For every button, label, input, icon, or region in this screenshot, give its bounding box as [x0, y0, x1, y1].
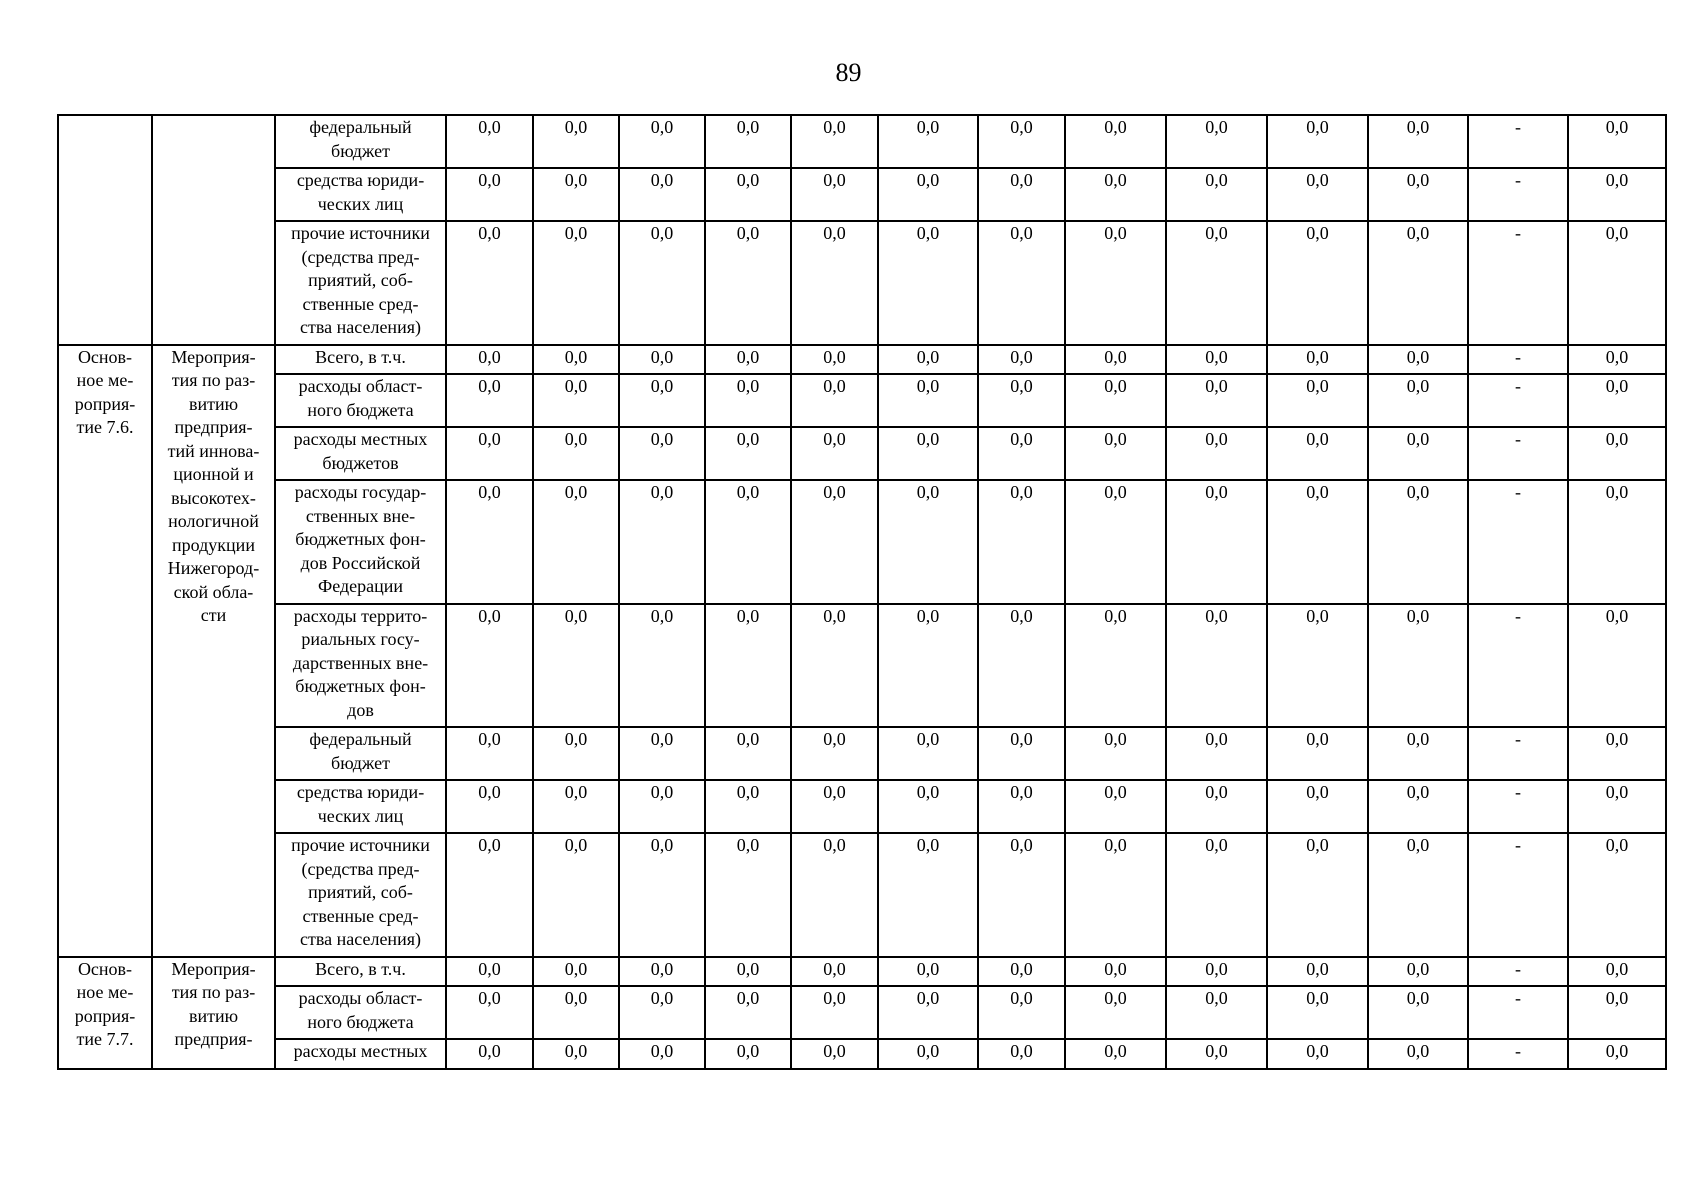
table-row [58, 221, 1666, 345]
value-cell: 0,0 [1368, 604, 1468, 728]
value-cell: 0,0 [1065, 168, 1166, 221]
measure-code-cell: Основ- ное ме- роприя- тие 7.6. [58, 345, 152, 957]
value-cell: 0,0 [619, 780, 705, 833]
value-cell: 0,0 [1267, 374, 1368, 427]
value-cell: 0,0 [1065, 986, 1166, 1039]
value-cell: 0,0 [1368, 221, 1468, 345]
value-cell: 0,0 [446, 480, 533, 604]
funding-source-cell: Всего, в т.ч. [275, 345, 446, 375]
table-row [58, 345, 1666, 375]
value-cell: 0,0 [791, 427, 878, 480]
value-cell: 0,0 [1065, 727, 1166, 780]
value-cell: 0,0 [878, 345, 978, 375]
value-cell: 0,0 [1568, 986, 1666, 1039]
value-cell: 0,0 [1568, 115, 1666, 168]
value-cell: 0,0 [791, 345, 878, 375]
value-cell: 0,0 [1267, 780, 1368, 833]
value-cell: 0,0 [1568, 221, 1666, 345]
value-cell: 0,0 [533, 168, 619, 221]
value-cell: 0,0 [1368, 1039, 1468, 1069]
value-cell: 0,0 [978, 1039, 1065, 1069]
value-cell: 0,0 [978, 480, 1065, 604]
value-cell: 0,0 [1065, 221, 1166, 345]
value-cell: - [1468, 1039, 1568, 1069]
value-cell: 0,0 [619, 427, 705, 480]
value-cell: 0,0 [1166, 780, 1267, 833]
value-cell: - [1468, 604, 1568, 728]
value-cell: 0,0 [619, 1039, 705, 1069]
value-cell: 0,0 [1166, 345, 1267, 375]
table-row [58, 957, 1666, 987]
value-cell: 0,0 [705, 986, 791, 1039]
value-cell: 0,0 [533, 480, 619, 604]
value-cell: 0,0 [1568, 374, 1666, 427]
value-cell: 0,0 [705, 345, 791, 375]
value-cell: 0,0 [1368, 374, 1468, 427]
value-cell: 0,0 [446, 221, 533, 345]
value-cell: 0,0 [705, 780, 791, 833]
value-cell: 0,0 [1166, 221, 1267, 345]
value-cell: 0,0 [878, 168, 978, 221]
measure-code-cell [58, 115, 152, 345]
funding-source-cell: федеральный бюджет [275, 115, 446, 168]
value-cell: 0,0 [1368, 986, 1468, 1039]
value-cell: 0,0 [1568, 833, 1666, 957]
value-cell: 0,0 [446, 604, 533, 728]
value-cell: 0,0 [1368, 780, 1468, 833]
value-cell: 0,0 [1065, 1039, 1166, 1069]
value-cell: 0,0 [978, 221, 1065, 345]
value-cell: 0,0 [446, 833, 533, 957]
value-cell: - [1468, 427, 1568, 480]
value-cell: 0,0 [1065, 780, 1166, 833]
value-cell: 0,0 [978, 374, 1065, 427]
value-cell: 0,0 [1568, 727, 1666, 780]
value-cell: 0,0 [878, 833, 978, 957]
table-row [58, 833, 1666, 957]
value-cell: 0,0 [705, 115, 791, 168]
value-cell: 0,0 [446, 727, 533, 780]
value-cell: 0,0 [1166, 480, 1267, 604]
value-cell: 0,0 [791, 986, 878, 1039]
funding-source-cell: прочие источники (средства пред- приятий, соб- ственные сред- ства населения) [275, 833, 446, 957]
funding-source-cell: расходы област- ного бюджета [275, 986, 446, 1039]
value-cell: 0,0 [1568, 957, 1666, 987]
value-cell: 0,0 [1568, 780, 1666, 833]
value-cell: 0,0 [878, 427, 978, 480]
value-cell: 0,0 [1267, 345, 1368, 375]
value-cell: 0,0 [1368, 168, 1468, 221]
value-cell: 0,0 [1568, 345, 1666, 375]
value-cell: 0,0 [978, 833, 1065, 957]
value-cell: 0,0 [978, 345, 1065, 375]
value-cell: 0,0 [533, 345, 619, 375]
value-cell: 0,0 [619, 168, 705, 221]
value-cell: - [1468, 221, 1568, 345]
funding-source-cell: Всего, в т.ч. [275, 957, 446, 987]
value-cell: 0,0 [446, 345, 533, 375]
value-cell: 0,0 [791, 221, 878, 345]
table-row [58, 986, 1666, 1039]
value-cell: 0,0 [978, 427, 1065, 480]
value-cell: 0,0 [705, 957, 791, 987]
value-cell: 0,0 [878, 480, 978, 604]
value-cell: 0,0 [619, 957, 705, 987]
value-cell: 0,0 [533, 427, 619, 480]
budget-table-body [58, 115, 1666, 1069]
value-cell: 0,0 [978, 986, 1065, 1039]
value-cell: 0,0 [978, 604, 1065, 728]
value-cell: 0,0 [1065, 480, 1166, 604]
value-cell: 0,0 [619, 604, 705, 728]
value-cell: 0,0 [1166, 833, 1267, 957]
value-cell: 0,0 [705, 374, 791, 427]
value-cell: 0,0 [705, 427, 791, 480]
value-cell: 0,0 [619, 833, 705, 957]
value-cell: 0,0 [533, 727, 619, 780]
value-cell: 0,0 [1368, 727, 1468, 780]
value-cell: 0,0 [1368, 115, 1468, 168]
funding-source-cell: расходы местных бюджетов [275, 427, 446, 480]
value-cell: 0,0 [1166, 427, 1267, 480]
value-cell: 0,0 [533, 1039, 619, 1069]
value-cell: 0,0 [1166, 115, 1267, 168]
value-cell: - [1468, 480, 1568, 604]
funding-source-cell: расходы област- ного бюджета [275, 374, 446, 427]
value-cell: 0,0 [446, 986, 533, 1039]
table-row [58, 727, 1666, 780]
funding-source-cell: средства юриди- ческих лиц [275, 168, 446, 221]
value-cell: 0,0 [1166, 604, 1267, 728]
page-number: 89 [835, 58, 862, 87]
value-cell: 0,0 [1368, 957, 1468, 987]
value-cell: 0,0 [878, 374, 978, 427]
value-cell: 0,0 [1568, 427, 1666, 480]
funding-source-cell: расходы государ- ственных вне- бюджетных фон- дов Российской Федерации [275, 480, 446, 604]
table-row [58, 168, 1666, 221]
value-cell: 0,0 [1065, 427, 1166, 480]
value-cell: 0,0 [1267, 986, 1368, 1039]
value-cell: 0,0 [1568, 168, 1666, 221]
measure-name-cell [152, 115, 275, 345]
funding-source-cell: расходы местных [275, 1039, 446, 1069]
value-cell: 0,0 [619, 374, 705, 427]
value-cell: 0,0 [1267, 115, 1368, 168]
value-cell: - [1468, 168, 1568, 221]
value-cell: 0,0 [1368, 833, 1468, 957]
value-cell: 0,0 [1065, 604, 1166, 728]
value-cell: 0,0 [978, 727, 1065, 780]
value-cell: 0,0 [619, 115, 705, 168]
value-cell: 0,0 [446, 427, 533, 480]
value-cell: 0,0 [878, 957, 978, 987]
value-cell: 0,0 [978, 780, 1065, 833]
value-cell: 0,0 [978, 957, 1065, 987]
value-cell: 0,0 [1166, 957, 1267, 987]
value-cell: 0,0 [1267, 957, 1368, 987]
value-cell: 0,0 [791, 604, 878, 728]
value-cell: 0,0 [1267, 427, 1368, 480]
value-cell: 0,0 [705, 221, 791, 345]
value-cell: 0,0 [791, 1039, 878, 1069]
value-cell: 0,0 [619, 221, 705, 345]
value-cell: 0,0 [705, 604, 791, 728]
value-cell: 0,0 [533, 221, 619, 345]
value-cell: 0,0 [705, 833, 791, 957]
value-cell: 0,0 [446, 1039, 533, 1069]
value-cell: 0,0 [1166, 986, 1267, 1039]
measure-name-cell: Мероприя- тия по раз- витию предприя- тий иннова- ционной и высокотех- нологичной продукции Нижегород- ской обла- сти [152, 345, 275, 957]
value-cell: - [1468, 957, 1568, 987]
value-cell: 0,0 [705, 1039, 791, 1069]
value-cell: 0,0 [978, 115, 1065, 168]
table-row [58, 1039, 1666, 1069]
value-cell: 0,0 [1267, 480, 1368, 604]
value-cell: 0,0 [1166, 727, 1267, 780]
value-cell: 0,0 [1065, 957, 1166, 987]
budget-table [57, 114, 1667, 1070]
value-cell: - [1468, 727, 1568, 780]
value-cell: 0,0 [533, 780, 619, 833]
funding-source-cell: прочие источники (средства пред- приятий, соб- ственные сред- ства населения) [275, 221, 446, 345]
value-cell: 0,0 [533, 115, 619, 168]
value-cell: 0,0 [533, 604, 619, 728]
value-cell: 0,0 [446, 115, 533, 168]
value-cell: 0,0 [791, 957, 878, 987]
value-cell: 0,0 [533, 986, 619, 1039]
value-cell: 0,0 [1368, 345, 1468, 375]
value-cell: 0,0 [446, 957, 533, 987]
value-cell: 0,0 [1166, 1039, 1267, 1069]
value-cell: 0,0 [1368, 427, 1468, 480]
value-cell: 0,0 [1267, 1039, 1368, 1069]
value-cell: 0,0 [619, 727, 705, 780]
value-cell: 0,0 [1065, 833, 1166, 957]
value-cell: 0,0 [1267, 727, 1368, 780]
table-row [58, 480, 1666, 604]
funding-source-cell: федеральный бюджет [275, 727, 446, 780]
value-cell: 0,0 [791, 727, 878, 780]
funding-source-cell: средства юриди- ческих лиц [275, 780, 446, 833]
table-row [58, 427, 1666, 480]
table-row [58, 604, 1666, 728]
table-row [58, 374, 1666, 427]
value-cell: 0,0 [1568, 1039, 1666, 1069]
value-cell: 0,0 [446, 168, 533, 221]
value-cell: 0,0 [878, 604, 978, 728]
value-cell: 0,0 [791, 833, 878, 957]
value-cell: 0,0 [533, 957, 619, 987]
value-cell: 0,0 [878, 780, 978, 833]
value-cell: 0,0 [1568, 480, 1666, 604]
value-cell: 0,0 [533, 833, 619, 957]
value-cell: 0,0 [878, 727, 978, 780]
value-cell: 0,0 [878, 1039, 978, 1069]
value-cell: 0,0 [619, 345, 705, 375]
value-cell: 0,0 [533, 374, 619, 427]
measure-name-cell: Мероприя- тия по раз- витию предприя- [152, 957, 275, 1069]
value-cell: 0,0 [1166, 374, 1267, 427]
table-row [58, 115, 1666, 168]
value-cell: - [1468, 115, 1568, 168]
value-cell: 0,0 [791, 115, 878, 168]
table-row [58, 780, 1666, 833]
value-cell: 0,0 [978, 168, 1065, 221]
value-cell: 0,0 [1065, 374, 1166, 427]
value-cell: 0,0 [878, 115, 978, 168]
value-cell: 0,0 [446, 780, 533, 833]
value-cell: 0,0 [705, 168, 791, 221]
value-cell: 0,0 [619, 480, 705, 604]
value-cell: - [1468, 374, 1568, 427]
value-cell: - [1468, 833, 1568, 957]
value-cell: 0,0 [1368, 480, 1468, 604]
measure-code-cell: Основ- ное ме- роприя- тие 7.7. [58, 957, 152, 1069]
value-cell: 0,0 [878, 221, 978, 345]
value-cell: 0,0 [1568, 604, 1666, 728]
value-cell: 0,0 [1065, 115, 1166, 168]
value-cell: 0,0 [1267, 168, 1368, 221]
value-cell: 0,0 [446, 374, 533, 427]
funding-source-cell: расходы террито- риальных госу- дарственных вне- бюджетных фон- дов [275, 604, 446, 728]
value-cell: 0,0 [619, 986, 705, 1039]
value-cell: 0,0 [1267, 604, 1368, 728]
value-cell: 0,0 [1065, 345, 1166, 375]
value-cell: 0,0 [791, 480, 878, 604]
value-cell: - [1468, 345, 1568, 375]
value-cell: 0,0 [791, 374, 878, 427]
value-cell: 0,0 [705, 727, 791, 780]
value-cell: - [1468, 780, 1568, 833]
value-cell: 0,0 [878, 986, 978, 1039]
value-cell: 0,0 [1267, 221, 1368, 345]
value-cell: 0,0 [1267, 833, 1368, 957]
value-cell: 0,0 [705, 480, 791, 604]
value-cell: 0,0 [1166, 168, 1267, 221]
value-cell: 0,0 [791, 168, 878, 221]
value-cell: 0,0 [791, 780, 878, 833]
value-cell: - [1468, 986, 1568, 1039]
